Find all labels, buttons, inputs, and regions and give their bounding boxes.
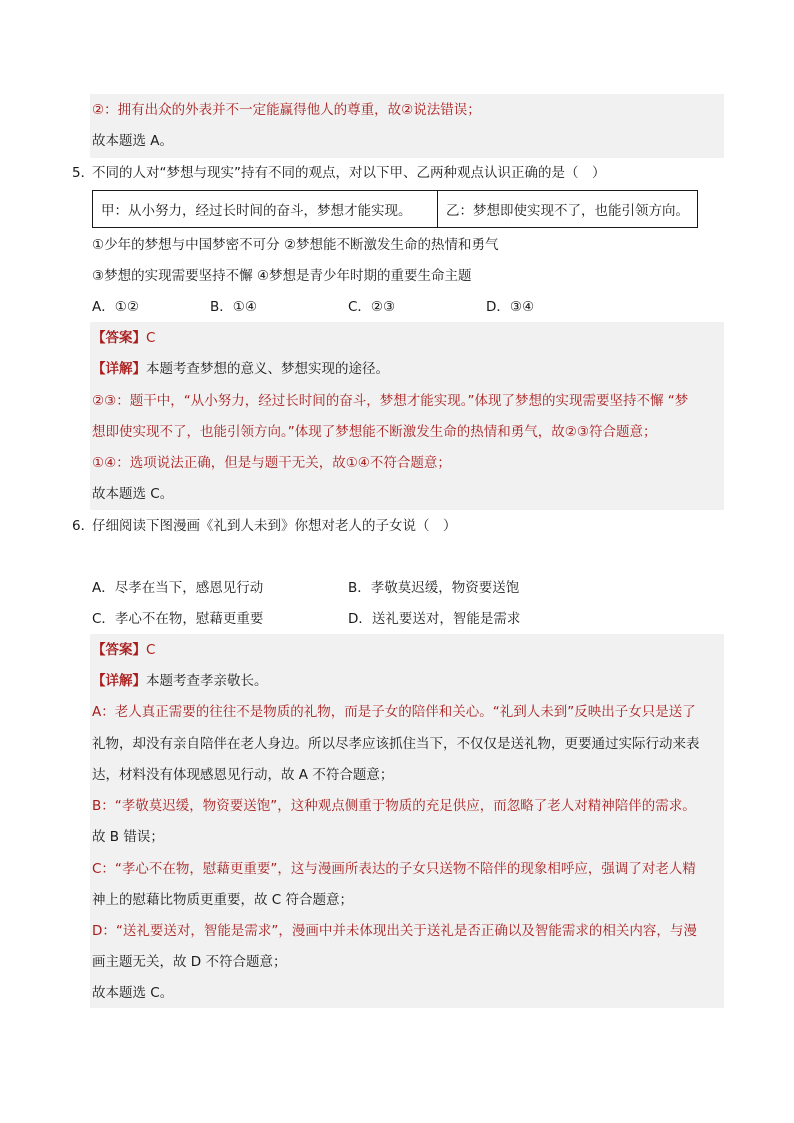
q5-answer (92, 328, 155, 348)
q5-option-b: B．①④ (210, 299, 257, 315)
q5-items-line-2: ③梦想的实现需要坚持不懈 ④梦想是青少年时期的重要生命主题 (92, 268, 472, 284)
q5-detail (92, 359, 389, 379)
q5-option-a: A．①② (92, 299, 139, 315)
q6-option-c: C．孝心不在物，慰藉更重要 (92, 611, 264, 627)
q4-conclusion: 故本题选 A。 (92, 133, 174, 149)
q6-answer-value: C (146, 642, 156, 658)
q5-analysis-1-line-1: ②③：题干中，“从小努力，经过长时间的奋斗，梦想才能实现。”体现了梦想的实现需要坚持不懈 “梦 (92, 393, 689, 409)
q6-analysis-a-line-3: 达，材料没有体现感恩见行动，故 A 不符合题意； (92, 767, 394, 783)
q6-analysis-d-line-1: D：“送礼要送对，智能是需求”，漫画中并未体现出关于送礼是否正确以及智能需求的相关内容，与漫 (92, 923, 697, 939)
q5-viewpoint-table (92, 190, 698, 228)
q6-option-d: D．送礼要送对，智能是需求 (348, 611, 521, 627)
q5-stem: 不同的人对“梦想与现实”持有不同的观点，对以下甲、乙两种观点认识正确的是（ ） (92, 165, 606, 181)
q5-explanation-block (90, 322, 724, 510)
q5-answer-tag: 【答案】 (92, 330, 146, 346)
q6-detail (92, 671, 268, 691)
q6-analysis-b-line-1: B：“孝敬莫迟缓，物资要送饱”，这种观点侧重于物质的充足供应，而忽略了老人对精神陪伴的需求。 (92, 798, 696, 814)
q5-analysis-1-line-2: 想即使实现不了，也能引领方向。”体现了梦想能不断激发生命的热情和勇气，故②③符合题意； (92, 424, 657, 440)
q6-analysis-c-line-2: 神上的慰藉比物质更重要，故 C 符合题意； (92, 892, 354, 908)
q5-viewpoint-jia: 甲：从小努力，经过长时间的奋斗，梦想才能实现。 (93, 191, 438, 227)
q5-detail-tag: 【详解】 (92, 361, 146, 377)
q6-analysis-d-line-2: 画主题无关，故 D 不符合题意； (92, 954, 287, 970)
q6-analysis-a-line-1: A：老人真正需要的往往不是物质的礼物，而是子女的陪伴和关心。“礼到人未到”反映出子女只是送了 (92, 704, 696, 720)
q6-stem: 仔细阅读下图漫画《礼到人未到》你想对老人的子女说（ ） (92, 518, 457, 534)
q5-items-line-1: ①少年的梦想与中国梦密不可分 ②梦想能不断激发生命的热情和勇气 (92, 237, 499, 253)
q5-option-c: C．②③ (348, 299, 396, 315)
q5-detail-text: 本题考查梦想的意义、梦想实现的途径。 (146, 361, 389, 377)
q5-viewpoint-yi: 乙：梦想即使实现不了，也能引领方向。 (446, 203, 689, 219)
q6-option-a: A．尽孝在当下，感恩见行动 (92, 580, 264, 596)
q6-analysis-b-line-2: 故 B 错误； (92, 829, 164, 845)
q6-number: 6． (72, 518, 95, 534)
q5-option-d: D．③④ (486, 299, 535, 315)
q6-detail-tag: 【详解】 (92, 673, 146, 689)
q6-detail-text: 本题考查孝亲敬长。 (146, 673, 268, 689)
q6-analysis-a-line-2: 礼物，却没有亲自陪伴在老人身边。所以尽孝应该抓住当下，不仅仅是送礼物，更要通过实际行动来表 (92, 736, 700, 752)
q6-conclusion: 故本题选 C。 (92, 985, 174, 1001)
q6-option-b: B．孝敬莫迟缓，物资要送饱 (348, 580, 520, 596)
q5-answer-value: C (146, 330, 156, 346)
q5-conclusion: 故本题选 C。 (92, 486, 174, 502)
q6-analysis-c-line-1: C：“孝心不在物，慰藉更重要”，这与漫画所表达的子女只送物不陪伴的现象相呼应，强调了对老人精 (92, 861, 696, 877)
q4-analysis-line: ②：拥有出众的外表并不一定能赢得他人的尊重，故②说法错误； (92, 102, 481, 118)
q6-answer (92, 640, 155, 660)
q6-answer-tag: 【答案】 (92, 642, 146, 658)
q5-number: 5． (72, 165, 95, 181)
q5-analysis-2: ①④：选项说法正确，但是与题干无关，故①④不符合题意； (92, 455, 451, 471)
